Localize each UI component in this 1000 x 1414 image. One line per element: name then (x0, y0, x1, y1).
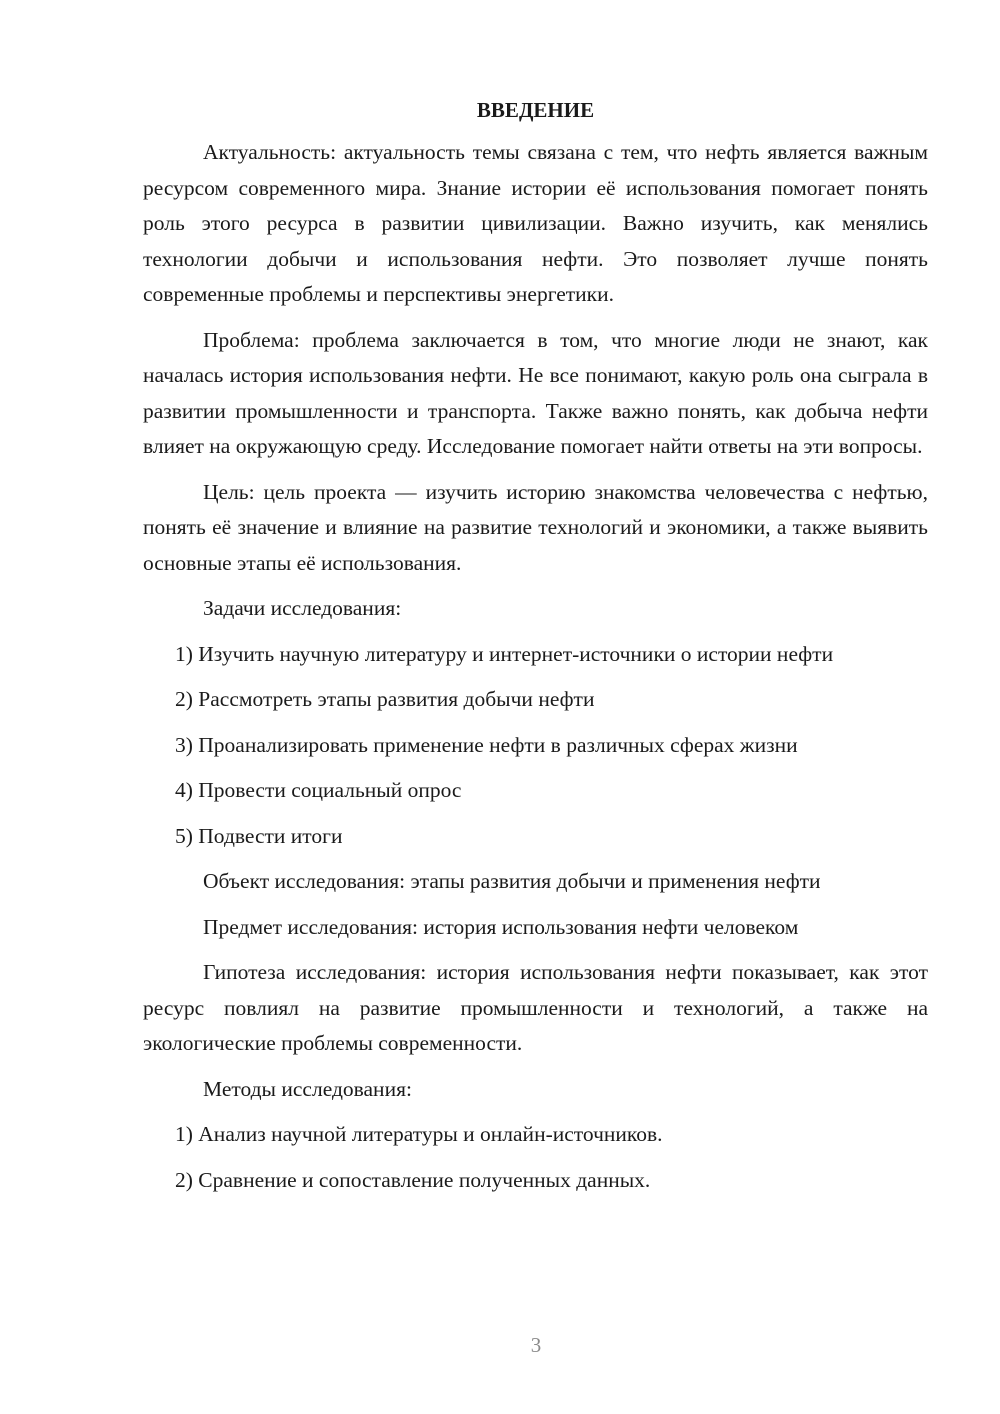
task-item: 2) Рассмотреть этапы развития добычи нефти (175, 687, 595, 711)
task-item: 4) Провести социальный опрос (175, 778, 462, 802)
task-item: 1) Изучить научную литературу и интернет-источники о истории нефти (175, 641, 834, 666)
method-item: 1) Анализ научной литературы и онлайн-источников. (175, 1122, 663, 1146)
methods-heading: Методы исследования: (203, 1076, 412, 1101)
goal-paragraph: Цель: цель проекта — изучить историю знакомства человечества с нефтью, понять её значение и влияние на развитие технологий и экономики, а также выявить основные этапы её использования. (143, 479, 928, 575)
document-page (143, 95, 928, 1208)
task-item: 5) Подвести итоги (175, 823, 343, 848)
section-title: ВВЕДЕНИЕ (476, 98, 595, 122)
page-number: 3 (530, 1333, 542, 1357)
relevance-paragraph: Актуальность: актуальность темы связана с тем, что нефть является важным ресурсом современного мира. Знание истории её использования помогает понять роль этого ресурса в развитии цивилизации. Важно изучить, как менялись технологии добычи и использования нефти. Это позволяет лучше понять современные проблемы и перспективы энергетики. (143, 140, 928, 306)
method-item: 2) Сравнение и сопоставление полученных данных. (175, 1167, 651, 1192)
tasks-heading: Задачи исследования: (203, 596, 402, 620)
task-item: 3) Проанализировать применение нефти в различных сферах жизни (175, 732, 798, 757)
hypothesis-paragraph: Гипотеза исследования: история использования нефти показывает, как этот ресурс повлиял на развитие промышленности и технологий, а также на экологические проблемы современности. (143, 960, 928, 1055)
subject-line: Предмет исследования: история использования нефти человеком (203, 914, 799, 939)
problem-paragraph: Проблема: проблема заключается в том, что многие люди не знают, как началась история использования нефти. Не все понимают, какую роль она сыграла в развитии промышленности и транспорта. Также важно понять, как добыча нефти влияет на окружающую среду. Исследование помогает найти ответы на эти вопросы. (143, 327, 928, 458)
object-line: Объект исследования: этапы развития добычи и применения нефти (203, 869, 821, 893)
